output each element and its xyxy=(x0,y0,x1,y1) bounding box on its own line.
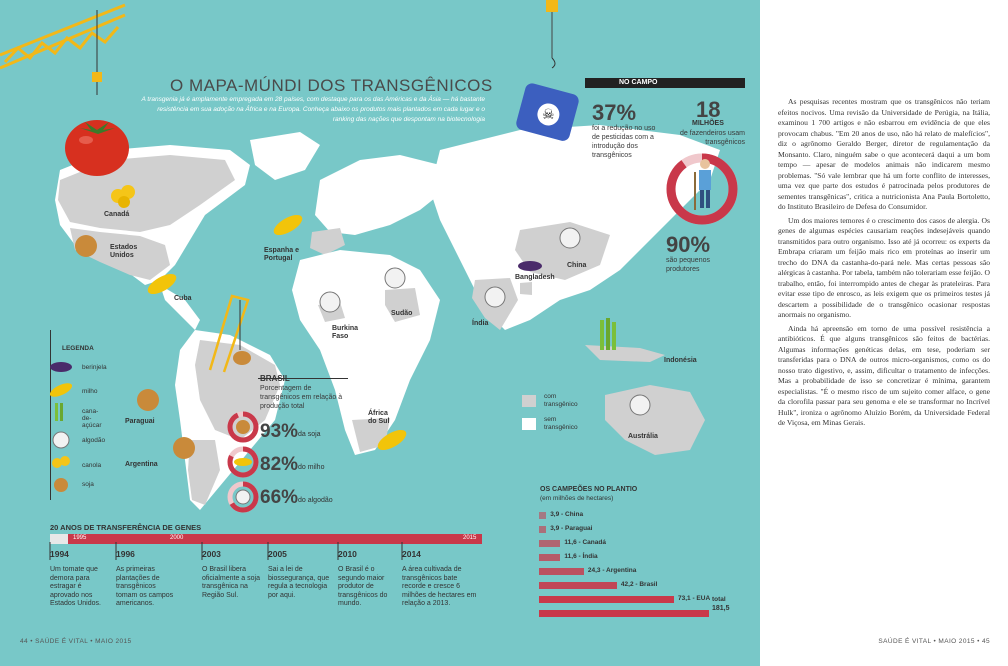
label-cuba: Cuba xyxy=(174,295,192,302)
stat-small-producers-text: são pequenos produtores xyxy=(666,257,710,273)
svg-text:☠: ☠ xyxy=(542,107,555,123)
soy-ring xyxy=(230,414,256,440)
event-year: 1996 xyxy=(116,549,135,559)
legend-sugarcane: cana-de-açúcar xyxy=(82,408,102,429)
ranking-bar-label: 11,6 - Índia xyxy=(564,553,598,560)
soy-icon xyxy=(54,478,68,492)
corn-icon-south-africa xyxy=(375,426,410,454)
event-text: A área cultivada de transgênicos bate recorde e cresce 6 milhões de hectares em relação a 2013. xyxy=(402,566,477,607)
shovel-icon xyxy=(233,351,251,365)
event-text: As primeiras plantações de transgênicos tomam os campos americanos. xyxy=(116,566,174,607)
timeline-1995: 1995 xyxy=(73,535,87,541)
map-legend-with: com transgênico xyxy=(544,393,578,408)
label-paraguay: Paraguai xyxy=(125,418,155,425)
event-year: 2014 xyxy=(402,549,421,559)
ranking-total-bar xyxy=(539,610,709,617)
cotton-icon xyxy=(53,432,69,448)
intro-text: A transgenia já é amplamente empregada em 28 países, com destaque para os das Américas e da Ásia — há bastante resistência em sua adoção na África e na Europa. Conheça abaixo os produtos mais plantados em cada lugar e o ranking das nações que despontam na biotecnologia xyxy=(141,96,485,123)
cotton-icon-burkina xyxy=(320,292,340,312)
page-title: O MAPA-MÚNDI DOS TRANSGÊNICOS xyxy=(170,76,493,95)
ranking-bar xyxy=(539,582,617,589)
footer-right: SAÚDE É VITAL • MAIO 2015 • 45 xyxy=(878,638,990,645)
brasil-text: Porcentagem de transgênicos em relação à produção total xyxy=(260,385,343,410)
sugarcane-icon-indonesia xyxy=(600,318,616,350)
article-body xyxy=(778,97,990,432)
ranking-bar-label: 11,6 - Canadá xyxy=(564,539,606,546)
eggplant-icon xyxy=(50,362,72,372)
event-text: Um tomate que demora para estragar é aprovado nos Estados Unidos. xyxy=(50,566,101,607)
event-text: Sai a lei de biossegurança, que regula a tecnologia por aqui. xyxy=(268,566,330,599)
ranking-bar xyxy=(539,568,584,575)
ranking-title: OS CAMPEÕES NO PLANTIO xyxy=(540,486,638,493)
label-bangladesh: Bangladesh xyxy=(515,274,555,281)
label-spain-portugal: Espanha e Portugal xyxy=(264,247,300,262)
ranking-bar xyxy=(539,554,560,561)
corn-icon-cuba xyxy=(145,270,180,298)
legend-icons xyxy=(44,355,79,500)
timeline-2000: 2000 xyxy=(170,535,184,541)
ranking-bar-label: 3,9 - Paraguai xyxy=(550,525,593,532)
corn-icon xyxy=(48,380,74,399)
brasil-corn-label: do milho xyxy=(298,464,325,471)
timeline-title: 20 ANOS DE TRANSFERÊNCIA DE GENES xyxy=(50,523,202,532)
ranking-bar xyxy=(539,526,546,533)
brasil-soy-label: da soja xyxy=(298,431,321,438)
ranking-total-value: 181,5 xyxy=(712,605,730,612)
stat-farmers-value: 18 xyxy=(696,97,721,122)
brasil-cotton-label: do algodão xyxy=(298,497,333,504)
ranking-total-label: total xyxy=(712,596,726,603)
ranking-bar-label: 73,1 - EUA xyxy=(678,595,711,602)
stat-small-producers-value: 90% xyxy=(666,232,711,257)
ranking-bar-label: 24,3 - Argentina xyxy=(587,567,637,574)
label-burkina: Burkina Faso xyxy=(332,325,359,340)
stat-farmers-text: de fazendeiros usam transgênicos xyxy=(680,130,745,146)
label-canada: Canadá xyxy=(104,211,130,218)
label-sudan: Sudão xyxy=(391,310,413,317)
stat-pesticide-text: foi a redução no uso de pesticidas com a introdução dos transgênicos xyxy=(592,125,656,159)
cotton-icon-india xyxy=(485,287,505,307)
cotton-ring xyxy=(230,484,256,510)
event-year: 2005 xyxy=(268,549,287,559)
event-year: 1994 xyxy=(50,549,69,559)
label-argentina: Argentina xyxy=(125,461,158,468)
brasil-rings xyxy=(225,410,265,520)
brasil-cotton-value: 66% xyxy=(260,487,299,508)
legend-eggplant: berinjela xyxy=(82,364,107,371)
article-page xyxy=(760,0,1008,666)
soy-icon-paraguay xyxy=(137,389,159,411)
eggplant-icon-bangladesh xyxy=(518,261,542,271)
brasil-corn-value: 82% xyxy=(260,454,299,475)
event-text: O Brasil libera oficialmente a soja transgênica na Região Sul. xyxy=(202,566,260,599)
cotton-icon-sudan xyxy=(385,268,405,288)
soy-icon-argentina xyxy=(173,437,195,459)
label-india: Índia xyxy=(472,320,489,327)
ranking-bar xyxy=(539,540,560,547)
no-campo-header: NO CAMPO xyxy=(585,78,745,88)
corn-icon-spain xyxy=(271,211,306,239)
stat-farmers-unit: MILHÕES xyxy=(692,120,724,127)
label-south-africa: África do Sul xyxy=(368,410,390,425)
legend-canola: canola xyxy=(82,462,102,469)
cotton-icon-china xyxy=(560,228,580,248)
stat-pesticide-value: 37% xyxy=(592,100,637,125)
footer-left: 44 • SAÚDE É VITAL • MAIO 2015 xyxy=(20,638,132,645)
map-legend-without-swatch xyxy=(522,418,536,430)
sugarcane-icon xyxy=(55,403,58,421)
legend-title: LEGENDA xyxy=(62,345,94,352)
article-paragraph-2: Um dos maiores temores é o crescimento dos casos de alergia. Os genes de algumas espécies causariam reações indesejáveis quando transmitidos para outro organismo. Isso até já ocorreu: os experts da Embrapa criaram um feijão mais rico em proteínas ao inserir um trecho do DNA da castanha-do-pará nele. Mas certas pessoas são alérgicas à castanha. Por tabela, também não tolerariam esse feijão. O trabalho, então, foi interrompido antes de chegar às prateleiras. Para evitar esse tipo de enrosco, as leis exigem que os primeiros testes já descartem a possibilidade de o transgênico ocasionar respostas anormais no organismo. xyxy=(778,215,990,319)
canola-icon-canada xyxy=(111,185,135,208)
ranking-bar xyxy=(539,596,674,603)
label-usa: Estados Unidos xyxy=(110,244,138,259)
article-paragraph-3: Ainda há apreensão em torno de uma possível resistência a antibióticos. É que alguns transgênicos são feitos de bactérias. Algumas informações genéticas delas, em tese, poderiam ser transferidas para o DNA de outros micro-organismos, como os do nosso trato digestivo, e, assim, dificultar o tratamento de infecções. Mas a probabilidade de isso se concretizar é mínima, garantem especialistas. "É o mesmo risco de um sujeito comer alface, o gene da clorofila passar para seu genoma e ele se transformar no Incrível Hulk", ironiza o agrônomo Aluízio Borém, da Universidade Federal de Viçosa, em Minas Gerais. xyxy=(778,323,990,427)
cotton-icon-australia xyxy=(630,395,650,415)
ranking-subtitle: (em milhões de hectares) xyxy=(540,495,614,502)
map-legend-with-swatch xyxy=(522,395,536,407)
timeline-ticks xyxy=(0,540,490,570)
ranking-bar-label: 42,2 - Brasil xyxy=(620,581,658,588)
legend-soy: soja xyxy=(82,481,94,488)
ranking-bar xyxy=(539,512,546,519)
legend-cotton: algodão xyxy=(82,437,106,444)
timeline-2015: 2015 xyxy=(463,535,477,541)
event-year: 2003 xyxy=(202,549,221,559)
label-indonesia: Indonésia xyxy=(664,357,697,364)
ranking-bar-label: 3,9 - China xyxy=(550,511,584,518)
brasil-soy-value: 93% xyxy=(260,421,299,442)
brasil-label: BRASIL xyxy=(260,374,290,383)
event-text: O Brasil é o segundo maior produtor de transgênicos do mundo. xyxy=(338,566,388,607)
map-legend-without: sem transgênico xyxy=(544,416,578,431)
label-australia: Austrália xyxy=(628,433,658,440)
soy-icon-usa xyxy=(75,235,97,257)
label-china: China xyxy=(567,262,587,269)
event-year: 2010 xyxy=(338,549,357,559)
article-paragraph-1: As pesquisas recentes mostram que os transgênicos não teriam efeitos nocivos. Uma revisão da Universidade de Perúgia, na Itália, examinou 1 700 artigos e não esbarrou em evidência de que eles provocam chabus. "Em 20 anos de uso, não há relato de malefícios", diz o agrônomo Geraldo Berger, diretor de regulamentação da Monsanto. Claro, ninguém sabe o que acontecerá daqui a um bom tempo — apesar de modelos animais não indicarem mesmo problemas. "Só vale lembrar que há um forte conflito de interesses, uma vez que parte dos estudos é patrocinada pelos produtores de sementes transgênicas", critica a nutricionista Ana Paula Bortoletto, do Instituto Brasileiro de Defesa do Consumidor. xyxy=(778,97,990,211)
legend-corn: milho xyxy=(82,388,98,395)
corn-ring xyxy=(230,449,256,475)
